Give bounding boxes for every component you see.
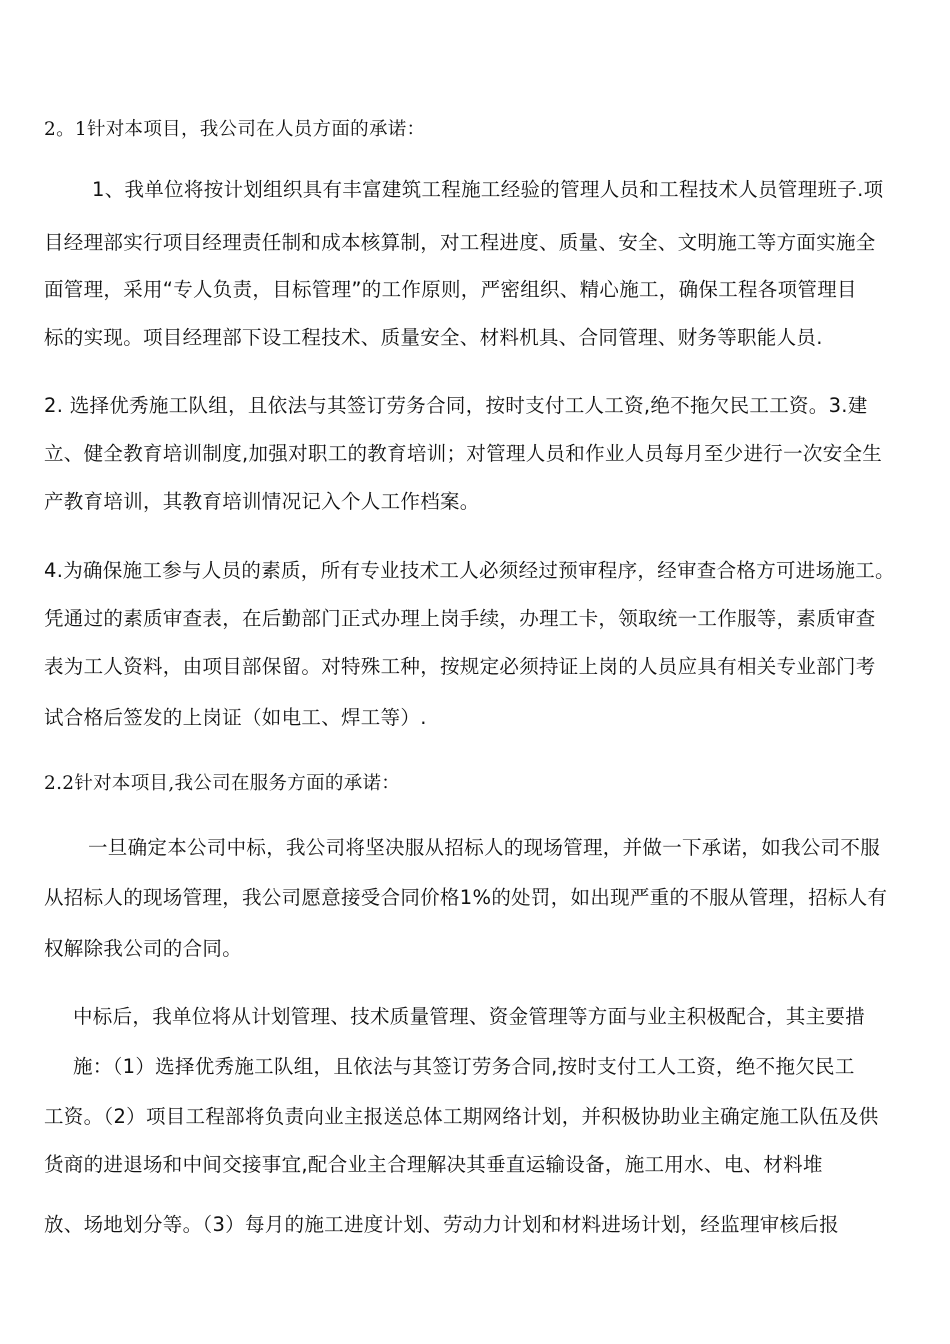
paragraph-line: 试合格后签发的上岗证（如电工、焊工等）.	[44, 706, 427, 729]
section-heading-2-2: 2.2针对本项目,我公司在服务方面的承诺：	[44, 773, 401, 794]
paragraph-line: 权解除我公司的合同。	[44, 937, 243, 960]
paragraph-line: 2. 选择优秀施工队组，且依法与其签订劳务合同，按时支付工人工资,绝不拖欠民工工资。3.建	[44, 394, 868, 417]
paragraph-line: 标的实现。项目经理部下设工程技术、质量安全、材料机具、合同管理、财务等职能人员.	[44, 326, 823, 349]
paragraph-line: 工资。（2）项目工程部将负责向业主报送总体工期网络计划，并积极协助业主确定施工队伍及供	[44, 1105, 879, 1128]
paragraph-line: 4.为确保施工参与人员的素质，所有专业技术工人必须经过预审程序，经审查合格方可进场施工。	[44, 559, 895, 582]
paragraph-line: 中标后，我单位将从计划管理、技术质量管理、资金管理等方面与业主积极配合，其主要措	[73, 1005, 866, 1028]
paragraph-line: 一旦确定本公司中标，我公司将坚决服从招标人的现场管理，并做一下承诺，如我公司不服	[88, 836, 881, 859]
paragraph-line: 表为工人资料，由项目部保留。对特殊工种，按规定必须持证上岗的人员应具有相关专业部门考	[44, 655, 876, 678]
paragraph-line: 立、健全教育培训制度,加强对职工的教育培训；对管理人员和作业人员每月至少进行一次安全生	[44, 442, 883, 465]
section-heading-2-1: 2。1针对本项目，我公司在人员方面的承诺：	[44, 119, 426, 140]
paragraph-line: 面管理，采用“专人负责，目标管理”的工作原则，严密组织、精心施工，确保工程各项管理目	[44, 278, 857, 301]
paragraph-line: 凭通过的素质审查表，在后勤部门正式办理上岗手续，办理工卡，领取统一工作服等，素质审查	[44, 607, 876, 630]
paragraph-line: 货商的进退场和中间交接事宜,配合业主合理解决其垂直运输设备，施工用水、电、材料堆	[44, 1153, 823, 1176]
paragraph-line: 从招标人的现场管理，我公司愿意接受合同价格1%的处罚，如出现严重的不服从管理，招标人有	[44, 886, 888, 909]
paragraph-line: 放、场地划分等。（3）每月的施工进度计划、劳动力计划和材料进场计划，经监理审核后报	[44, 1213, 839, 1236]
paragraph-line: 目经理部实行项目经理责任制和成本核算制，对工程进度、质量、安全、文明施工等方面实施全	[44, 231, 876, 254]
paragraph-line: 1、我单位将按计划组织具有丰富建筑工程施工经验的管理人员和工程技术人员管理班子.项	[92, 178, 884, 201]
paragraph-line: 产教育培训，其教育培训情况记入个人工作档案。	[44, 490, 480, 513]
paragraph-line: 施：（1）选择优秀施工队组，且依法与其签订劳务合同,按时支付工人工资，绝不拖欠民工	[73, 1055, 855, 1078]
